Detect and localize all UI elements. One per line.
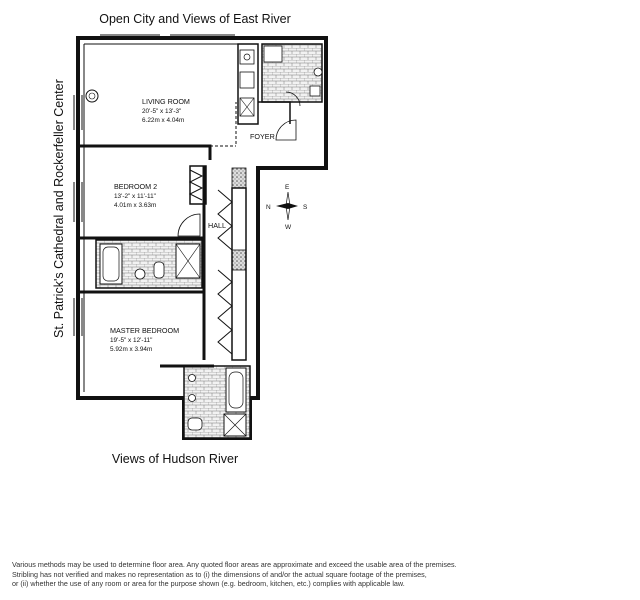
hall-closets bbox=[218, 188, 246, 360]
compass-s: S bbox=[303, 204, 308, 211]
compass-rose bbox=[266, 184, 308, 231]
disclaimer-line: Various methods may be used to determine floor area. Any quoted floor areas are approximate and exceed the usable area of the premises. bbox=[12, 560, 457, 569]
compass-n: N bbox=[266, 204, 271, 211]
foyer-name: FOYER bbox=[250, 132, 275, 141]
living-room-name: LIVING ROOM bbox=[142, 97, 190, 106]
master-bath bbox=[184, 366, 250, 438]
bedroom2-name: BEDROOM 2 bbox=[114, 182, 158, 191]
hall-name: HALL bbox=[208, 221, 226, 230]
hall-column-2 bbox=[232, 250, 246, 270]
powder-room bbox=[262, 44, 322, 106]
living-column bbox=[86, 90, 98, 102]
master-bedroom-name: MASTER BEDROOM bbox=[110, 326, 180, 335]
bedroom2-dim-ft: 13'-2" x 11'-11" bbox=[114, 193, 156, 200]
compass-w: W bbox=[285, 224, 292, 231]
disclaimer bbox=[12, 560, 632, 589]
view-label-north: Open City and Views of East River bbox=[99, 12, 291, 26]
foyer-door bbox=[276, 120, 296, 140]
view-label-west: St. Patrick's Cathedral and Rockerfeller Center bbox=[52, 79, 66, 338]
wall-living-bedroom2 bbox=[80, 146, 210, 160]
bath-2 bbox=[96, 240, 202, 288]
bedroom2-dim-m: 4.01m x 3.63m bbox=[114, 202, 157, 209]
compass-e: E bbox=[285, 184, 290, 191]
kitchen-area bbox=[238, 44, 258, 124]
master-bedroom-dim-ft: 19'-5" x 12'-11" bbox=[110, 337, 153, 344]
disclaimer-line: Stribling has not verified and makes no representation as to (i) the dimensions of and/or the actual square footage of the premises, bbox=[12, 569, 427, 579]
master-bedroom-dim-m: 5.92m x 3.94m bbox=[110, 346, 153, 353]
disclaimer-line: or (ii) whether the use of any room or area for the purpose shown (e.g. bedroom, kitchen, etc.) complies with applicable law. bbox=[12, 579, 405, 589]
living-room-dim-m: 6.22m x 4.04m bbox=[142, 117, 185, 124]
bedroom2-door bbox=[178, 214, 200, 236]
living-room-dim-ft: 20'-5" x 13'-3" bbox=[142, 108, 182, 115]
hall-column-1 bbox=[232, 168, 246, 188]
view-label-south: Views of Hudson River bbox=[111, 452, 239, 466]
foyer-closet bbox=[258, 102, 290, 124]
